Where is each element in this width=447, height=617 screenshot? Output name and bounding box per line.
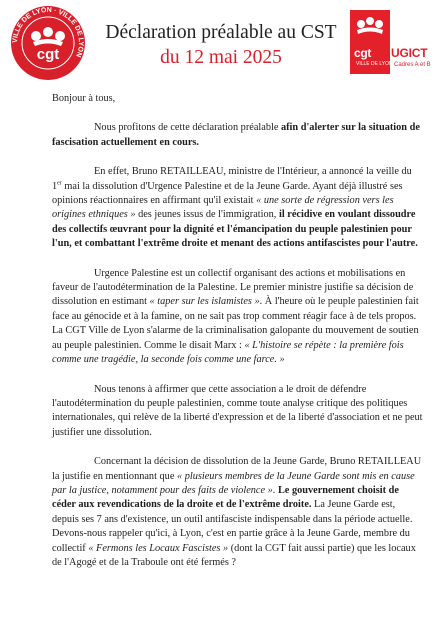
paragraph-4: Nous tenons à affirmer que cette association a le droit de défendre l'autodétermination du peuple palestinien, comme toute analyse critique des politiques internationales, qui relève de la liberté d'expression et de la liberté d'association et ne peut justifier une dissolution.	[52, 383, 423, 438]
logo-ring-text: VILLE DE LYON · VILLE DE LYON	[11, 6, 85, 59]
cgt-logo-graphic	[11, 6, 85, 80]
p2-text-b: mai la dissolution d'Urgence Palestine et de la Jeune Garde. Ayant déjà illustré ses opinions réactionnaires en affirmant qu'il existait	[52, 180, 403, 207]
p3-text-a: Urgence Palestine est un collectif organisant des actions et mobilisations en faveur de l'autodétermination de la Palestine. Le premier ministre justifie sa décision de dissolution en estimant	[52, 267, 414, 308]
p2-bold: il récidive en voulant dissoudre des collectifs œuvrant pour la dignité et l'émancipation du peuple palestinien pour l'un, et combattant l'extrême droite et menant des actions antifascistes pour l'autre.	[52, 209, 418, 250]
p2-text-c: des jeunes issus de l'immigration,	[135, 209, 279, 221]
p3-quote-2: « L'histoire se répète : la première fois comme une tragédie, la seconde fois comme une farce. »	[52, 339, 404, 366]
greeting: Bonjour à tous,	[52, 93, 116, 104]
p3-quote-1: « taper sur les islamistes »	[149, 296, 260, 308]
p5-text-b: .	[272, 484, 278, 496]
p2-quote: « une sorte de régression vers les origines ethniques »	[52, 195, 394, 221]
cgt-people-icon	[350, 10, 390, 44]
logo-ugict-label: UGICT	[391, 46, 428, 60]
p5-quote-2: « Fermons les Locaux Fascistes »	[88, 542, 229, 554]
p5-text-c: La Jeune Garde est, depuis ses 7 ans d'existence, un outil antifasciste indispensable dans la période actuelle. Devons-nous rappeler qu'ici, à Lyon, c'est en partie grâce à la Jeune Garde, membre du collectif	[52, 499, 413, 554]
document-title: Déclaration préalable au CST	[105, 22, 337, 43]
paragraph-1	[52, 121, 424, 150]
p1-text: Nous profitons de cette déclaration préalable	[94, 122, 281, 134]
p5-bold: Le gouvernement choisit de céder aux revendications de la droite et de l'extrême droite.	[52, 484, 399, 511]
p5-text-d: (dont la CGT fait aussi partie) que les locaux de l'Agogé et de la Traboule ont été fermés ?	[52, 542, 416, 568]
logo-cgt-text: cgt	[36, 46, 60, 63]
p2-superscript: er	[57, 180, 62, 187]
paragraph-2	[52, 165, 424, 251]
cgt-ugict-logo	[350, 10, 438, 74]
p3-text-b: . À l'heure où le peuple palestinien fait face au génocide et à la famine, on ne sait pas trop comment réagir face à de tels propos. La CGT Ville de Lyon s'alarme de la criminalisation galopante du mouvement de soutien au peuple palestinien. Comme le disait Marx :	[52, 296, 419, 351]
paragraph-3	[52, 267, 424, 368]
cgt-ville-de-lyon-logo	[11, 6, 85, 80]
p2-text-a: En effet, Bruno RETAILLEAU, ministre de l'Intérieur, a annoncé la veille du 1	[52, 166, 412, 192]
paragraph-5	[52, 455, 424, 570]
document-date: du 12 mai 2025	[160, 47, 282, 68]
logo-city-label: VILLE DE LYON	[356, 61, 393, 67]
p1-bold: afin d'alerter sur la situation de fascisation actuellement en cours.	[52, 122, 420, 148]
document-body	[52, 92, 424, 585]
p5-quote-1: « plusieurs membres de la Jeune Garde sont mis en cause par la justice, notamment pour des faits de violence »	[52, 470, 415, 496]
logo-ugict-subtitle: Cadres A et B	[394, 62, 431, 68]
logo-cgt-label: cgt	[354, 46, 372, 60]
p5-text-a: Concernant la décision de dissolution de la Jeune Garde, Bruno RETAILLEAU la justifie en mentionnant que	[52, 456, 422, 482]
